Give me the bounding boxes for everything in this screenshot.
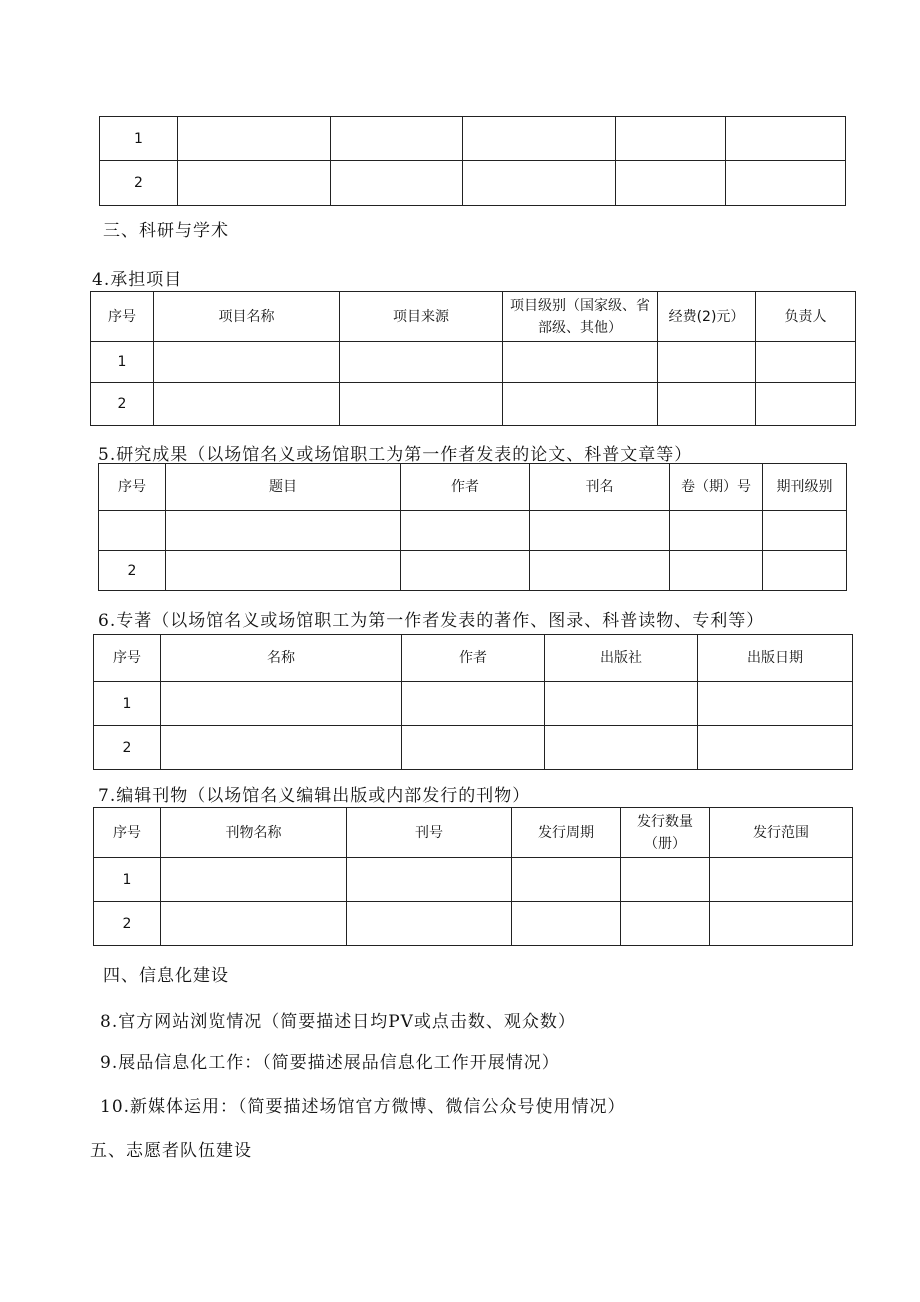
table-cell[interactable] bbox=[670, 551, 763, 591]
table-row bbox=[100, 161, 846, 206]
table-cell[interactable] bbox=[698, 726, 853, 770]
table-cell[interactable] bbox=[401, 511, 530, 551]
table-cell[interactable] bbox=[545, 726, 698, 770]
column-header: 负责人 bbox=[756, 292, 856, 342]
table-cell[interactable] bbox=[340, 342, 503, 383]
header-row bbox=[94, 635, 853, 682]
table-cell[interactable] bbox=[463, 117, 616, 161]
table-cell[interactable] bbox=[710, 902, 853, 946]
table-row bbox=[91, 342, 856, 383]
column-header: 作者 bbox=[402, 635, 545, 682]
table-cell[interactable] bbox=[331, 117, 463, 161]
table-cell[interactable] bbox=[166, 551, 401, 591]
table-cell[interactable] bbox=[698, 682, 853, 726]
column-header: 序号 bbox=[99, 464, 166, 511]
q4-table bbox=[90, 291, 856, 426]
header-row bbox=[99, 464, 847, 511]
table-row bbox=[99, 511, 847, 551]
table-cell[interactable] bbox=[621, 902, 710, 946]
column-header: 卷（期）号 bbox=[670, 464, 763, 511]
header-row bbox=[91, 292, 856, 342]
q10-text: 10.新媒体运用：（简要描述场馆官方微博、微信公众号使用情况） bbox=[100, 1097, 626, 1117]
column-header: 发行周期 bbox=[512, 808, 621, 858]
table-cell[interactable] bbox=[178, 117, 331, 161]
table-cell[interactable] bbox=[402, 726, 545, 770]
table-row bbox=[94, 726, 853, 770]
column-header: 名称 bbox=[161, 635, 402, 682]
table-cell[interactable] bbox=[616, 161, 726, 206]
column-header: 项目名称 bbox=[154, 292, 340, 342]
q9-text: 9.展品信息化工作：（简要描述展品信息化工作开展情况） bbox=[100, 1053, 560, 1073]
column-header: 作者 bbox=[401, 464, 530, 511]
column-header: 发行范围 bbox=[710, 808, 853, 858]
table-cell[interactable] bbox=[154, 383, 340, 426]
column-header: 刊物名称 bbox=[161, 808, 347, 858]
q7-heading: 7.编辑刊物（以场馆名义编辑出版或内部发行的刊物） bbox=[98, 786, 531, 806]
table-cell[interactable] bbox=[710, 858, 853, 902]
q4-heading: 4.承担项目 bbox=[92, 270, 183, 290]
q6-heading: 6.专著（以场馆名义或场馆职工为第一作者发表的著作、图录、科普读物、专利等） bbox=[98, 611, 765, 631]
table-cell[interactable]: 2 bbox=[91, 383, 154, 426]
table-cell[interactable]: 2 bbox=[99, 551, 166, 591]
table-cell[interactable] bbox=[726, 161, 846, 206]
table-cell[interactable]: 2 bbox=[94, 726, 161, 770]
table-cell[interactable] bbox=[726, 117, 846, 161]
table-cell[interactable]: 1 bbox=[94, 858, 161, 902]
table-row bbox=[100, 117, 846, 161]
table-cell[interactable] bbox=[616, 117, 726, 161]
table-cell[interactable] bbox=[331, 161, 463, 206]
table-cell[interactable] bbox=[530, 551, 670, 591]
column-header: 刊号 bbox=[347, 808, 512, 858]
q6-table bbox=[93, 634, 853, 770]
column-header: 刊名 bbox=[530, 464, 670, 511]
section-4-heading: 四、信息化建设 bbox=[103, 966, 229, 986]
table-row bbox=[94, 902, 853, 946]
q7-table bbox=[93, 807, 853, 946]
column-header: 发行数量（册） bbox=[621, 808, 710, 858]
table-cell[interactable] bbox=[545, 682, 698, 726]
table-cell[interactable] bbox=[99, 511, 166, 551]
table-cell[interactable]: 1 bbox=[91, 342, 154, 383]
table-cell[interactable] bbox=[178, 161, 331, 206]
column-header: 序号 bbox=[94, 808, 161, 858]
table-cell[interactable] bbox=[530, 511, 670, 551]
table-cell[interactable] bbox=[658, 383, 756, 426]
header-row bbox=[94, 808, 853, 858]
table-cell[interactable] bbox=[154, 342, 340, 383]
column-header: 题目 bbox=[166, 464, 401, 511]
column-header: 序号 bbox=[91, 292, 154, 342]
table-row bbox=[94, 682, 853, 726]
table-cell[interactable] bbox=[503, 342, 658, 383]
table-cell[interactable]: 2 bbox=[94, 902, 161, 946]
column-header: 项目来源 bbox=[340, 292, 503, 342]
table-cell[interactable] bbox=[161, 858, 347, 902]
table-row bbox=[94, 858, 853, 902]
table-cell[interactable] bbox=[347, 902, 512, 946]
table-cell[interactable] bbox=[161, 726, 402, 770]
table-cell[interactable] bbox=[756, 383, 856, 426]
table-cell[interactable] bbox=[756, 342, 856, 383]
table-cell[interactable] bbox=[161, 682, 402, 726]
table-cell[interactable]: 1 bbox=[94, 682, 161, 726]
table-row bbox=[99, 551, 847, 591]
column-header: 序号 bbox=[94, 635, 161, 682]
table-cell[interactable] bbox=[463, 161, 616, 206]
table-cell[interactable] bbox=[763, 551, 847, 591]
table-cell[interactable] bbox=[340, 383, 503, 426]
table-cell[interactable] bbox=[402, 682, 545, 726]
column-header: 项目级别（国家级、省部级、其他） bbox=[503, 292, 658, 342]
column-header: 出版日期 bbox=[698, 635, 853, 682]
section-5-heading: 五、志愿者队伍建设 bbox=[90, 1141, 252, 1161]
column-header: 期刊级别 bbox=[763, 464, 847, 511]
table-cell[interactable] bbox=[658, 342, 756, 383]
table-cell[interactable] bbox=[621, 858, 710, 902]
column-header: 出版社 bbox=[545, 635, 698, 682]
table-cell[interactable] bbox=[512, 902, 621, 946]
q5-heading: 5.研究成果（以场馆名义或场馆职工为第一作者发表的论文、科普文章等） bbox=[98, 445, 693, 465]
table-cell[interactable] bbox=[161, 902, 347, 946]
column-header: 经费(2)元） bbox=[658, 292, 756, 342]
table-cell[interactable] bbox=[670, 511, 763, 551]
q8-text: 8.官方网站浏览情况（简要描述日均PV或点击数、观众数） bbox=[100, 1012, 576, 1032]
table-cell[interactable] bbox=[503, 383, 658, 426]
table-cell[interactable] bbox=[347, 858, 512, 902]
table-top-table bbox=[99, 116, 846, 206]
table-cell[interactable] bbox=[166, 511, 401, 551]
table-cell[interactable] bbox=[512, 858, 621, 902]
table-cell[interactable]: 2 bbox=[100, 161, 178, 206]
section-3-heading: 三、科研与学术 bbox=[103, 221, 229, 241]
q5-table bbox=[98, 463, 847, 591]
table-cell[interactable] bbox=[763, 511, 847, 551]
table-row bbox=[91, 383, 856, 426]
table-cell[interactable] bbox=[401, 551, 530, 591]
table-cell[interactable]: 1 bbox=[100, 117, 178, 161]
